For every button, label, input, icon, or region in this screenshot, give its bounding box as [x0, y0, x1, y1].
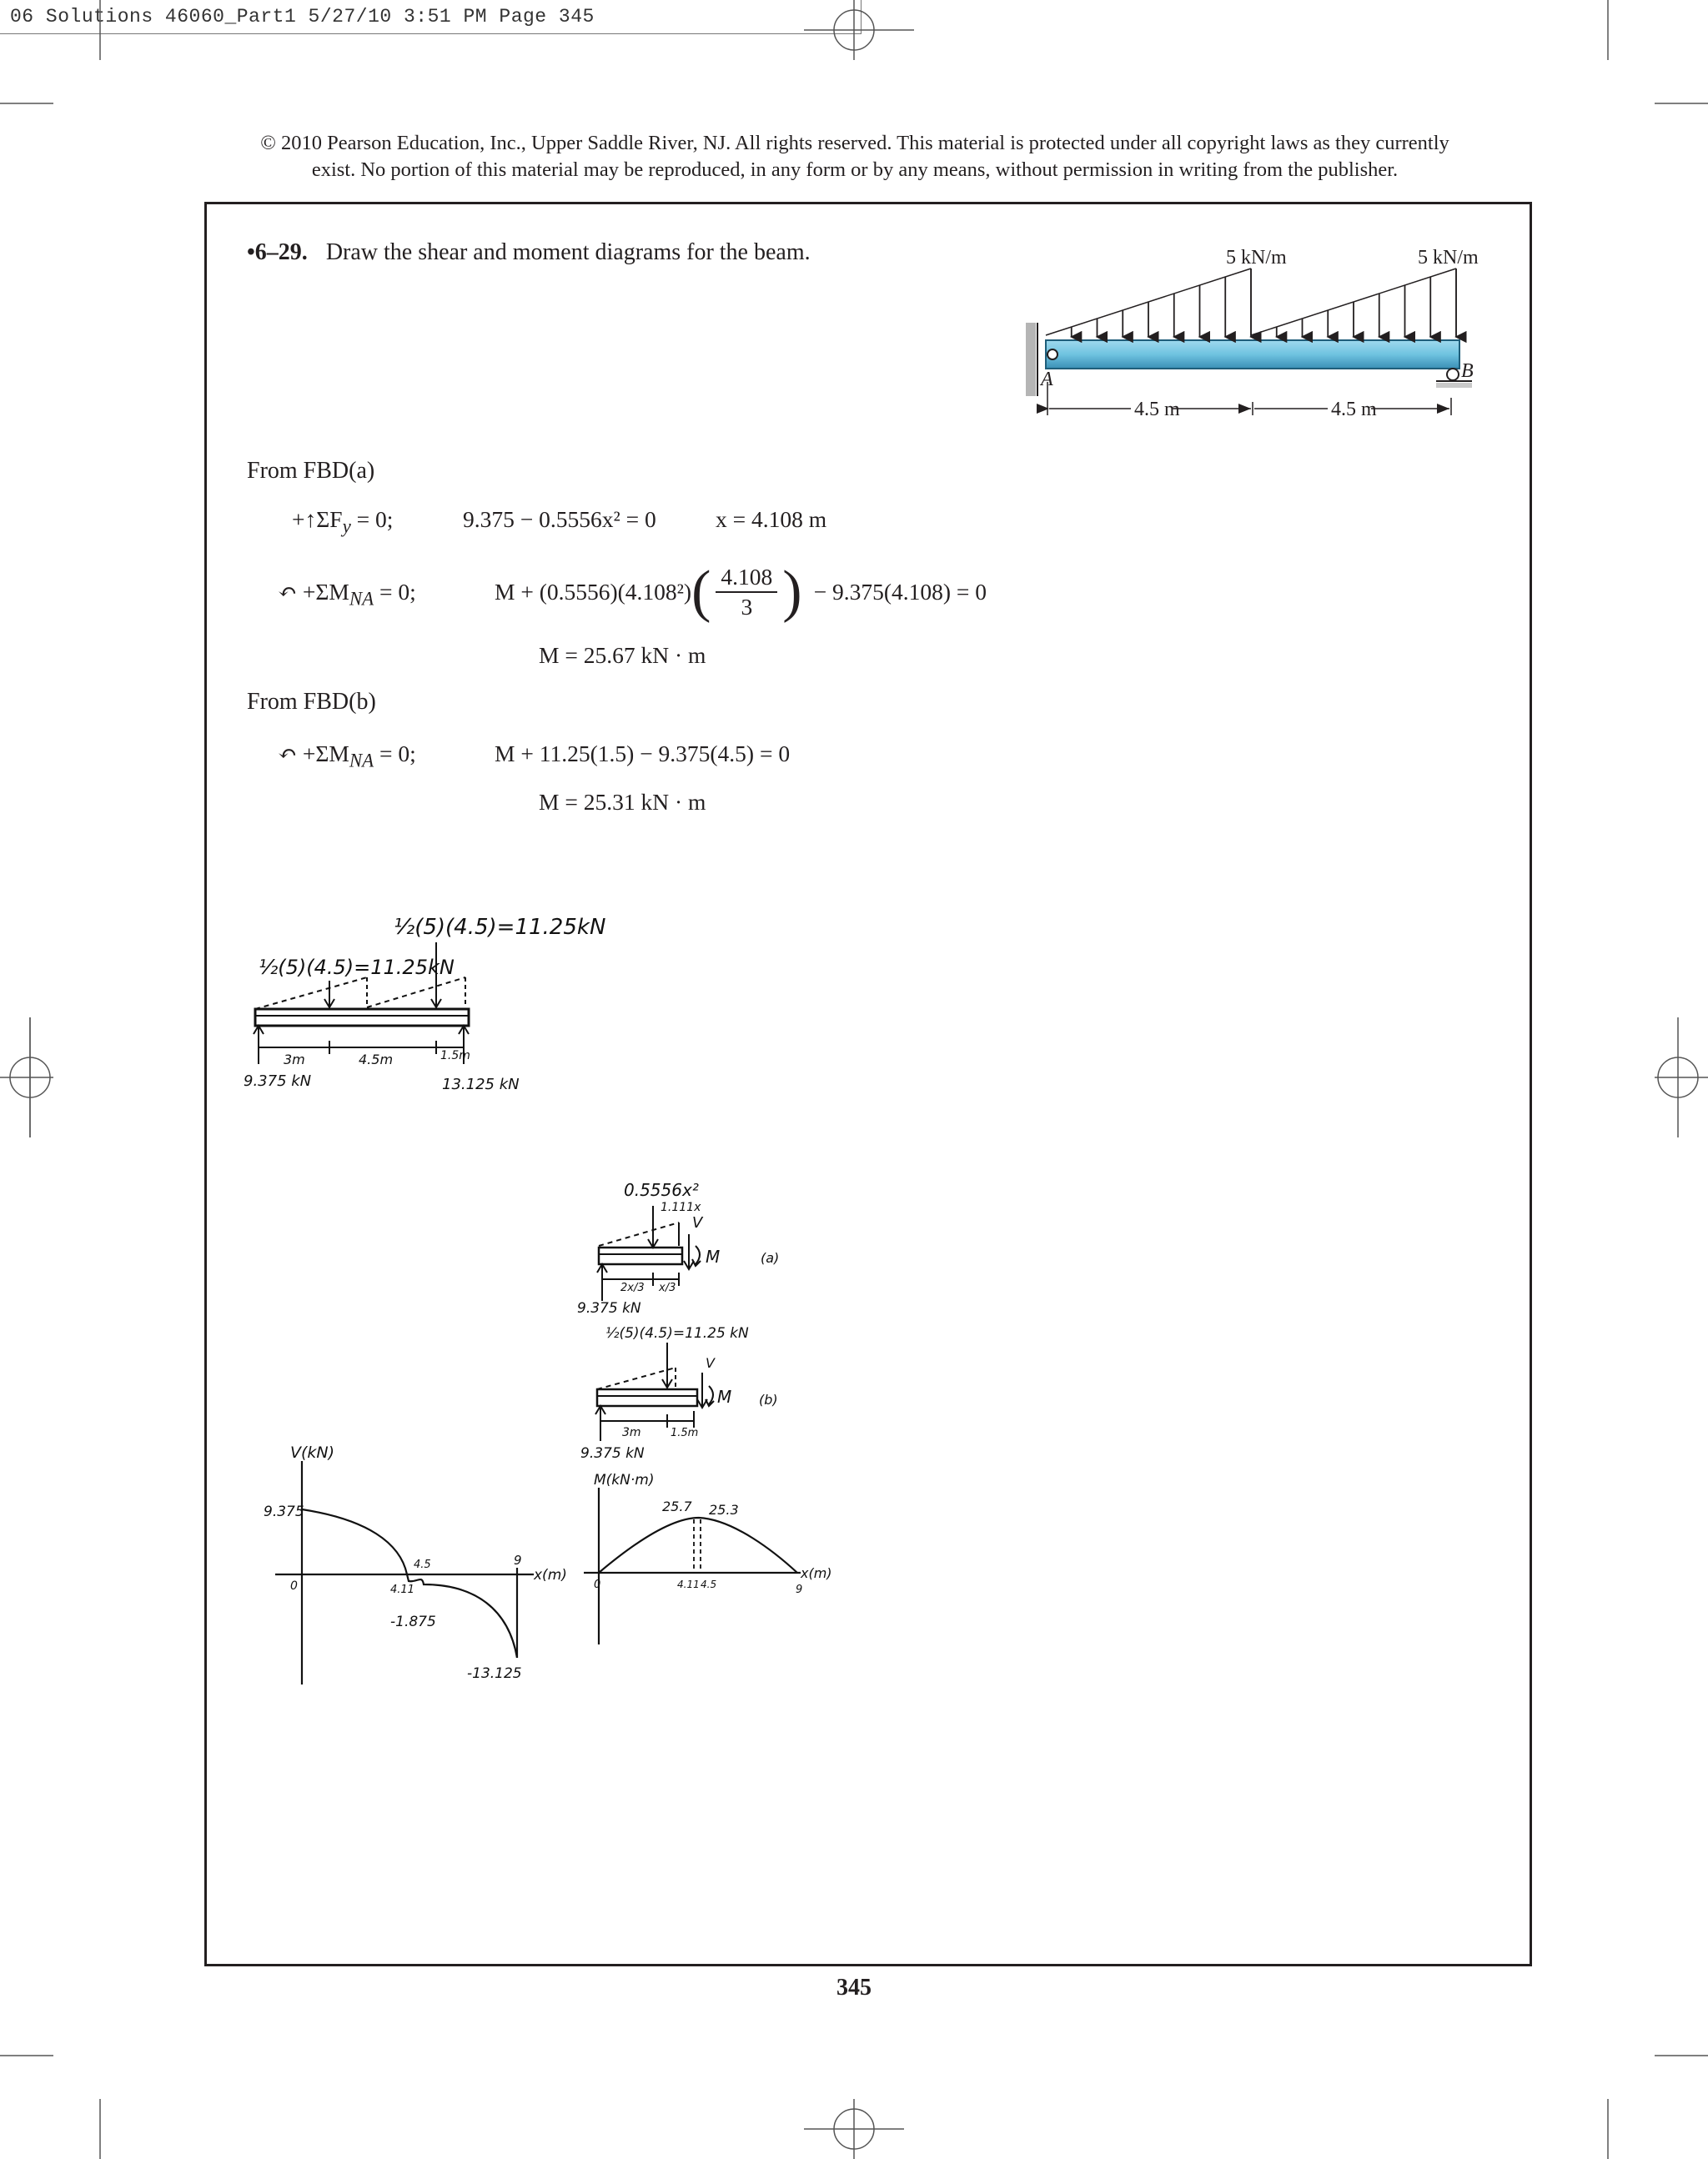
- shear-val-start: 9.375: [264, 1504, 304, 1520]
- eq-moment-a-sub: NA: [349, 588, 374, 610]
- sketch-reaction-a: 9.375 kN: [244, 1072, 312, 1090]
- shear-x-mid: 4.5: [414, 1559, 431, 1571]
- eq-moment-a-frac-num: 4.108: [716, 563, 777, 593]
- sketch-fbd-a: [575, 1176, 809, 1318]
- shear-x-zero: 4.11: [390, 1584, 414, 1596]
- moment-x-mid: 4.5: [701, 1579, 717, 1590]
- sketch-fbd-b: [575, 1319, 826, 1461]
- problem-statement: [247, 239, 811, 266]
- sketch-dim-3: 1.5m: [440, 1049, 470, 1062]
- eq-moment-b-label: ↶ +ΣM: [278, 741, 349, 766]
- fbd-b-dim-1: 3m: [622, 1426, 641, 1439]
- eq-moment-a-fraction: [716, 563, 777, 621]
- fbd-b-dim-2: 1.5m: [671, 1427, 699, 1439]
- sketch-reaction-b: 13.125 kN: [442, 1076, 520, 1093]
- fbd-b-shear: V: [706, 1355, 715, 1371]
- eq-moment-b-rest: = 0;: [374, 741, 416, 766]
- fbd-a-heading: From FBD(a): [247, 458, 375, 484]
- fbd-a-load: 0.5556x²: [624, 1180, 699, 1200]
- load-label-left: 5 kN/m: [1226, 247, 1287, 269]
- eq-moment-a-label: ↶ +ΣM: [278, 579, 349, 605]
- load-label-right: 5 kN/m: [1418, 247, 1479, 269]
- eq-moment-b-sub: NA: [349, 750, 374, 771]
- moment-origin: 0: [594, 1579, 601, 1591]
- eq-moment-b: [278, 741, 416, 772]
- fbd-b-reaction: 9.375 kN: [580, 1445, 645, 1462]
- fbd-a-dim-1: 2x/3: [620, 1282, 645, 1294]
- eq-moment-a-frac-den: 3: [741, 594, 753, 620]
- eq-sum-fy-body: 9.375 − 0.5556x² = 0: [463, 506, 656, 532]
- moment-val-mid: 25.3: [709, 1502, 739, 1518]
- wall-hatch: [1026, 323, 1036, 396]
- fbd-a-dim-2: x/3: [659, 1282, 676, 1294]
- sketch-dim-2: 4.5m: [359, 1052, 394, 1067]
- fbd-a-shear: V: [692, 1214, 703, 1232]
- pin-support-a: [1047, 349, 1057, 359]
- span-1-label: 4.5 m: [1134, 399, 1180, 420]
- problem-number: •6–29.: [247, 239, 308, 265]
- sketch-resultant-2: ½(5)(4.5)=11.25kN: [394, 915, 606, 940]
- beam: [1046, 340, 1459, 369]
- load-arrows: [1072, 269, 1456, 337]
- eq-moment-a-result: M = 25.67 kN · m: [539, 642, 706, 668]
- eq-moment-a: [278, 579, 416, 610]
- moment-x-end: 9: [796, 1584, 803, 1596]
- slug-line: 06 Solutions 46060_Part1 5/27/10 3:51 PM Page 345: [0, 0, 862, 34]
- copyright-line-2: exist. No portion of this material may be reproduced, in any form or by any means, without permission in writing from the publisher.: [311, 158, 1399, 181]
- shear-xlabel: x(m): [534, 1567, 567, 1584]
- eq-moment-a-left: M + (0.5556)(4.108²): [495, 579, 692, 605]
- support-a-label: A: [1041, 369, 1053, 390]
- fbd-b-load: ½(5)(4.5)=11.25 kN: [605, 1325, 749, 1342]
- moment-curve: [599, 1518, 797, 1573]
- copyright-line-1: © 2010 Pearson Education, Inc., Upper Saddle River, NJ. All rights reserved. This material is protected under all copyright laws as they currently: [260, 132, 1449, 154]
- fbd-a-tag: (a): [761, 1250, 780, 1266]
- shear-ylabel: V(kN): [290, 1444, 335, 1462]
- eq-moment-a-right: − 9.375(4.108) = 0: [813, 579, 987, 605]
- sketch-dim-1: 3m: [284, 1052, 305, 1067]
- sketch-resultant-1: ½(5)(4.5)=11.25kN: [259, 956, 455, 979]
- eq-sum-fy-label: +↑ΣF: [292, 506, 343, 532]
- fbd-a-reaction: 9.375 kN: [577, 1300, 641, 1317]
- moment-x-peak: 4.11: [677, 1579, 700, 1590]
- moment-xlabel: x(m): [801, 1565, 832, 1581]
- fbd-a-moment: M: [706, 1247, 721, 1267]
- fbd-b-heading: From FBD(b): [247, 689, 376, 715]
- fbd-b-moment: M: [717, 1387, 732, 1407]
- eq-sum-fy-sub: y: [342, 515, 351, 537]
- eq-sum-fy: [292, 506, 393, 538]
- support-b-label: B: [1461, 360, 1474, 382]
- shear-val-end: -13.125: [467, 1665, 522, 1682]
- eq-moment-b-body: M + 11.25(1.5) − 9.375(4.5) = 0: [495, 741, 791, 766]
- eq-moment-a-body: M + (0.5556)(4.108²) ( $\frac{4.108}{3}$ ) − 9.375(4.108) = 0: [495, 560, 987, 624]
- copyright-notice: [192, 130, 1518, 183]
- span-2-label: 4.5 m: [1331, 399, 1377, 420]
- beam-figure: [1017, 235, 1484, 427]
- problem-text: Draw the shear and moment diagrams for the beam.: [325, 239, 811, 265]
- shear-val-mid: -1.875: [390, 1614, 436, 1630]
- shear-diagram: [250, 1443, 567, 1693]
- fbd-b-tag: (b): [759, 1392, 778, 1408]
- shear-x-end: 9: [514, 1553, 522, 1568]
- eq-sum-fy-rest: = 0;: [350, 506, 394, 532]
- eq-sum-fy-result: x = 4.108 m: [716, 506, 827, 532]
- moment-peak: 25.7: [662, 1499, 692, 1514]
- moment-diagram: [575, 1469, 876, 1653]
- page-number: 345: [836, 1975, 872, 2001]
- eq-moment-b-result: M = 25.31 kN · m: [539, 789, 706, 815]
- shear-origin: 0: [290, 1579, 298, 1593]
- sketch-loaded-beam: [242, 901, 606, 1117]
- eq-moment-a-rest: = 0;: [374, 579, 416, 605]
- moment-ylabel: M(kN·m): [594, 1472, 655, 1489]
- fbd-a-intensity: 1.111x: [661, 1201, 701, 1214]
